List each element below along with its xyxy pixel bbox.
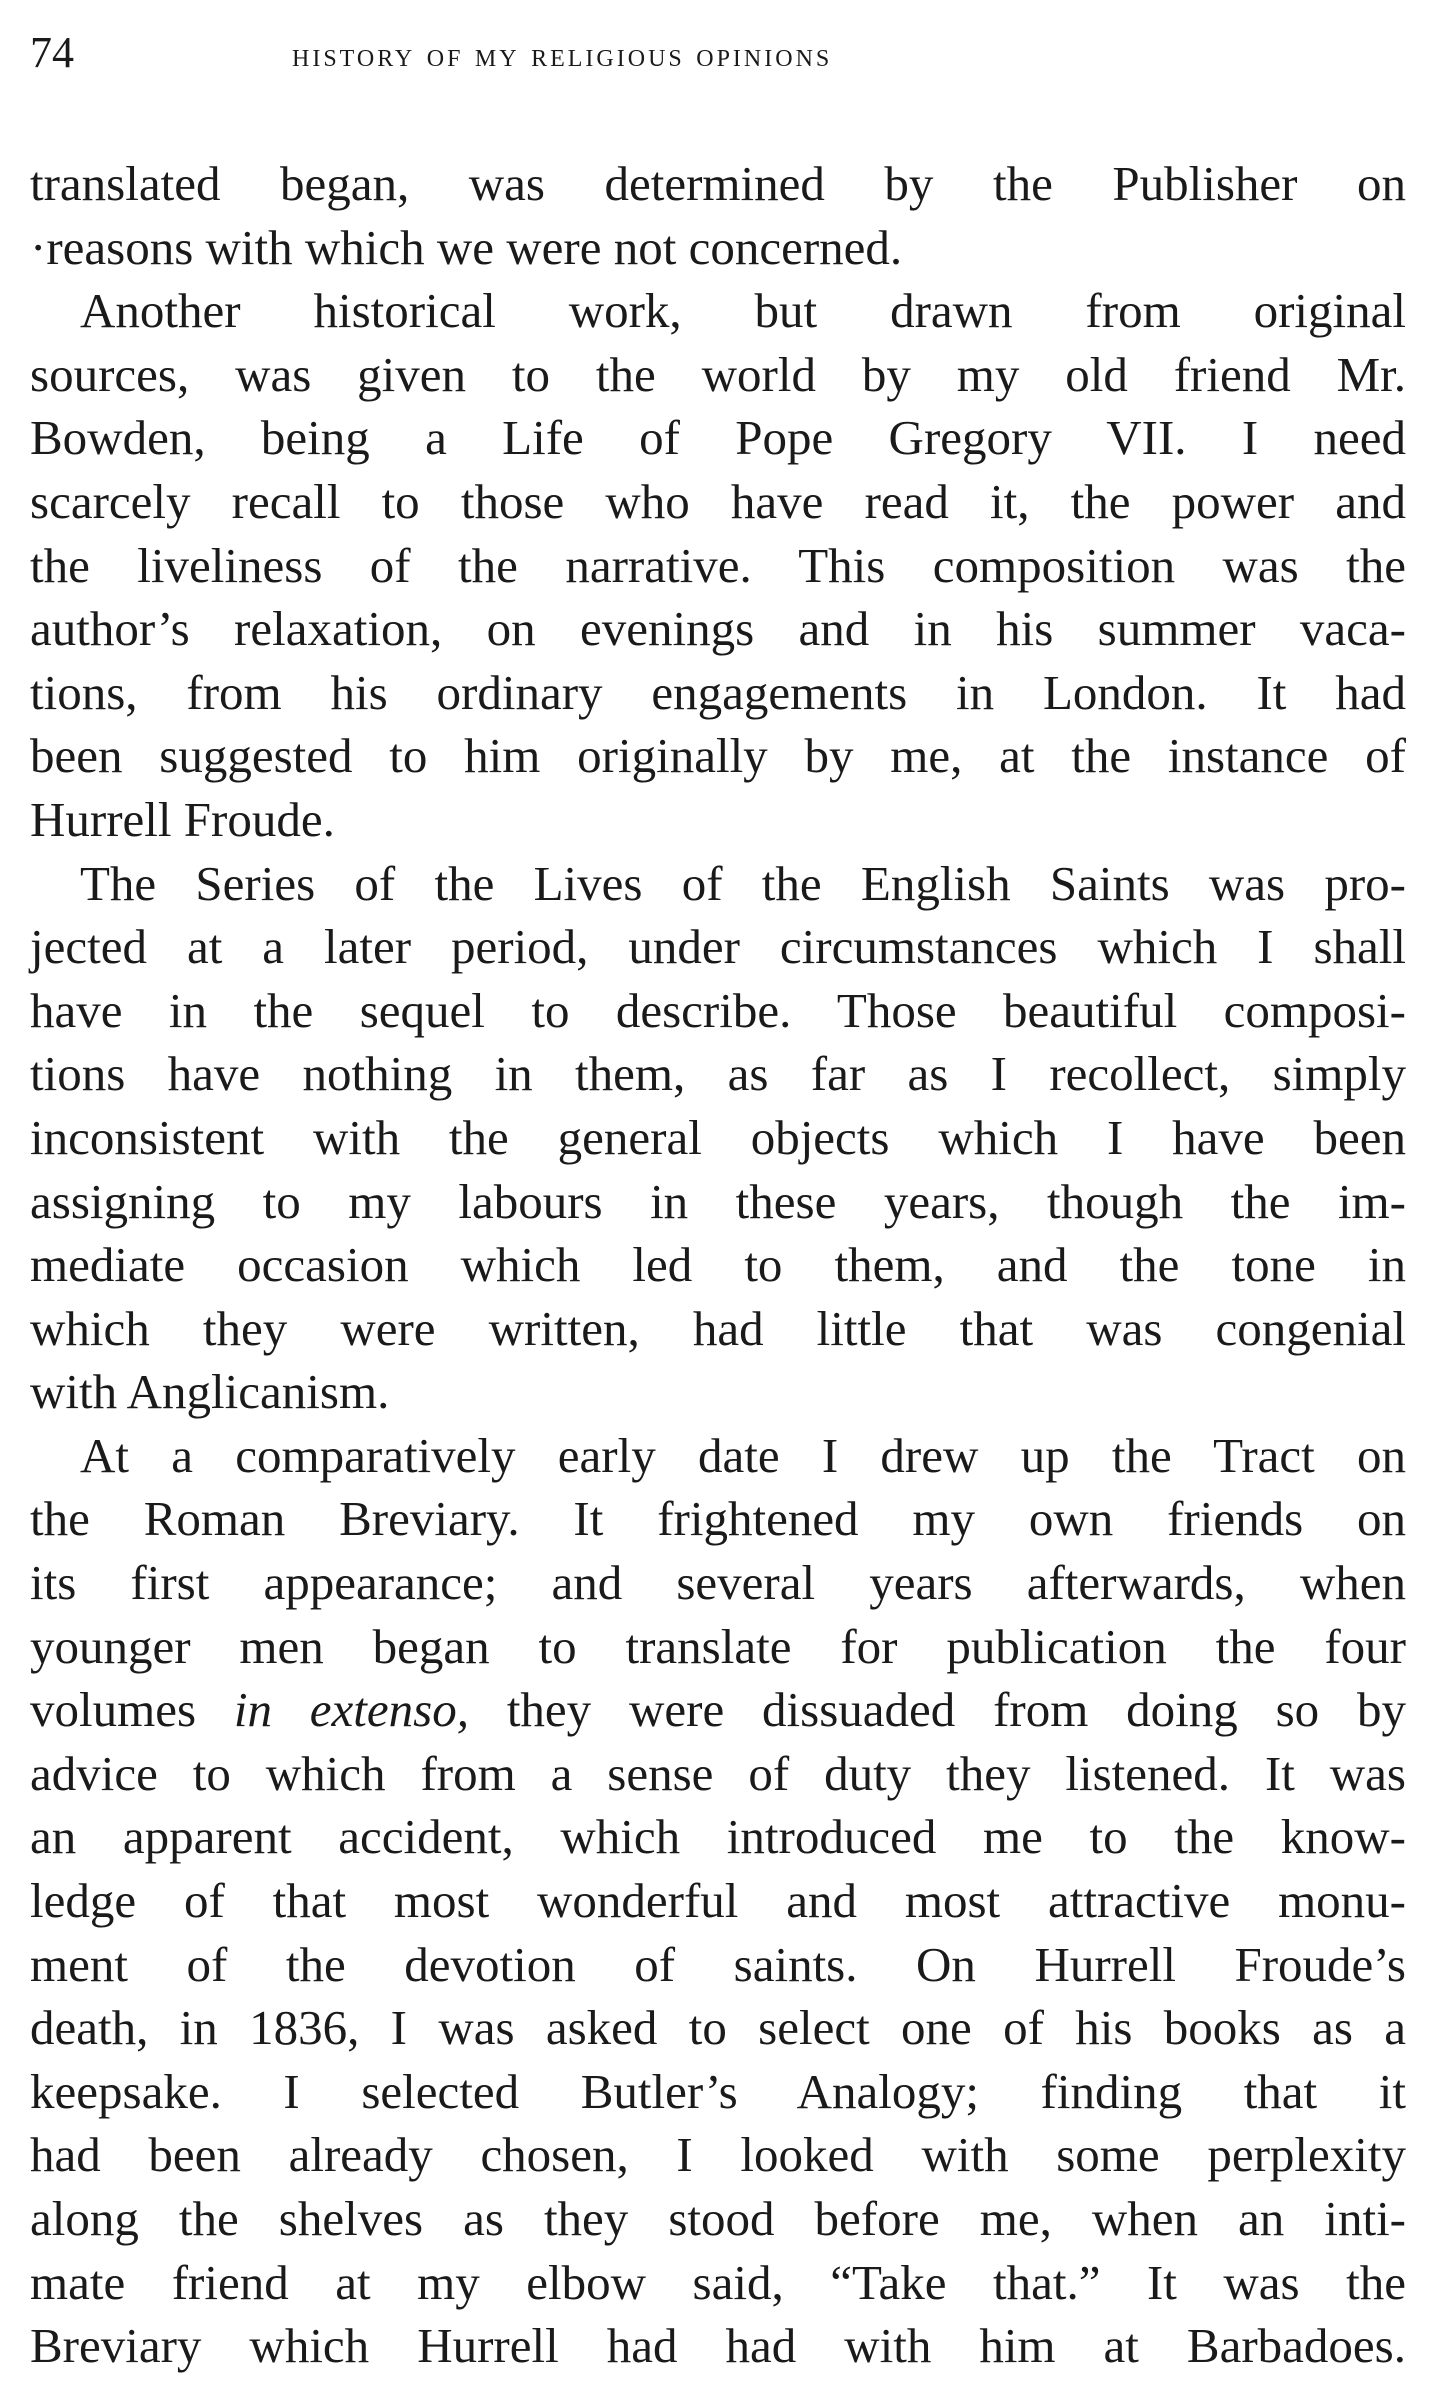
body-text xyxy=(30,152,1406,2378)
text-line: The Series of the Lives of the English Saints was pro- xyxy=(80,855,1406,911)
text-line: had been already chosen, I looked with some perplexity xyxy=(30,2127,1406,2183)
running-title: history of my religious opinions xyxy=(292,37,833,74)
text-line: assigning to my labours in these years, though the im- xyxy=(30,1173,1406,1229)
page-number: 74 xyxy=(30,28,74,77)
text-line: tions have nothing in them, as far as I recollect, simply xyxy=(30,1046,1406,1102)
text-line: advice to which from a sense of duty they listened. It was xyxy=(30,1745,1406,1801)
text-line: At a comparatively early date I drew up the Tract on xyxy=(80,1427,1406,1483)
text-line: along the shelves as they stood before me, when an inti- xyxy=(30,2191,1406,2246)
text-fragment: volumes xyxy=(30,1682,234,1738)
text-line: Bowden, being a Life of Pope Gregory VII. I need xyxy=(30,410,1406,466)
text-line: author’s relaxation, on evenings and in his summer vaca- xyxy=(30,601,1406,657)
text-line: its first appearance; and several years afterwards, when xyxy=(30,1555,1406,1611)
text-line: an apparent accident, which introduced me to the know- xyxy=(30,1809,1406,1865)
text-line: mediate occasion which led to them, and the tone in xyxy=(30,1237,1406,1293)
text-line: jected at a later period, under circumstances which I shall xyxy=(30,919,1406,975)
text-line: mate friend at my elbow said, “Take that.” It was the xyxy=(30,2254,1406,2310)
text-line: Hurrell Froude. xyxy=(30,791,335,847)
text-line: Breviary which Hurrell had had with him at Barbadoes. xyxy=(30,2318,1406,2374)
text-line: translated began, was determined by the Publisher on xyxy=(30,156,1406,211)
text-line: scarcely recall to those who have read it, the power and xyxy=(30,473,1406,529)
text-fragment: they were dissuaded from doing so by xyxy=(469,1682,1407,1738)
text-line: which they were written, had little that was congenial xyxy=(30,1300,1406,1356)
text-line: ment of the devotion of saints. On Hurrell Froude’s xyxy=(30,1936,1406,1992)
text-line: ledge of that most wonderful and most attractive monu- xyxy=(30,1873,1406,1929)
text-line: been suggested to him originally by me, at the instance of xyxy=(30,728,1406,784)
text-line: sources, was given to the world by my old friend Mr. xyxy=(30,346,1406,402)
text-line: inconsistent with the general objects which I have been xyxy=(30,1109,1406,1165)
text-line: ·reasons with which we were not concerned. xyxy=(30,219,903,275)
text-line: death, in 1836, I was asked to select one of his books as a xyxy=(30,2000,1406,2056)
text-line: have in the sequel to describe. Those beautiful composi- xyxy=(30,982,1406,1038)
text-line: tions, from his ordinary engagements in London. It had xyxy=(30,664,1406,720)
italic-phrase: in extenso, xyxy=(233,1682,469,1738)
text-line: younger men began to translate for publication the four xyxy=(30,1618,1406,1674)
text-line: the Roman Breviary. It frightened my own friends on xyxy=(30,1491,1406,1547)
text-line: Another historical work, but drawn from original xyxy=(80,283,1406,339)
text-line: keepsake. I selected Butler’s Analogy; finding that it xyxy=(30,2063,1406,2119)
text-line: with Anglicanism. xyxy=(30,1364,390,1420)
page-header xyxy=(30,28,1406,90)
text-line: the liveliness of the narrative. This composition was the xyxy=(30,537,1406,593)
text-line xyxy=(30,1678,1406,1742)
book-page xyxy=(30,28,1406,2378)
